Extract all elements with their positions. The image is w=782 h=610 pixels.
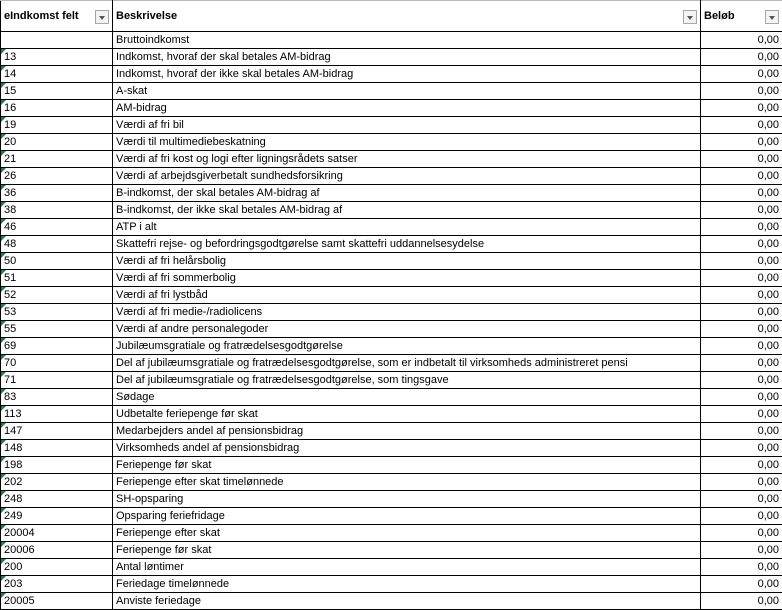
code-text: 71 <box>4 374 16 386</box>
cell-beskrivelse[interactable]: Sødage <box>113 389 701 406</box>
code-text: 46 <box>4 221 16 233</box>
header-beskrivelse <box>113 1 701 32</box>
cell-eindkomst-felt[interactable] <box>1 32 113 49</box>
table-row <box>1 168 782 185</box>
code-text: 52 <box>4 289 16 301</box>
number-as-text-indicator-icon <box>1 559 6 564</box>
cell-beloeb[interactable]: 0,00 <box>701 474 782 491</box>
number-as-text-indicator-icon <box>1 440 6 445</box>
cell-eindkomst-felt[interactable] <box>1 542 113 559</box>
cell-beskrivelse[interactable]: Del af jubilæumsgratiale og fratrædelsesgodtgørelse, som tingsgave <box>113 372 701 389</box>
table-row <box>1 236 782 253</box>
code-text: 198 <box>4 459 22 471</box>
cell-eindkomst-felt[interactable] <box>1 66 113 83</box>
code-text: 16 <box>4 102 16 114</box>
header-eindkomst-felt <box>1 1 113 32</box>
cell-beskrivelse[interactable]: Værdi af fri medie-/radiolicens <box>113 304 701 321</box>
cell-eindkomst-felt[interactable] <box>1 185 113 202</box>
number-as-text-indicator-icon <box>1 525 6 530</box>
code-text: 148 <box>4 442 22 454</box>
table-row <box>1 287 782 304</box>
cell-beloeb[interactable]: 0,00 <box>701 304 782 321</box>
cell-beskrivelse[interactable]: Udbetalte feriepenge før skat <box>113 406 701 423</box>
cell-beskrivelse[interactable]: Medarbejders andel af pensionsbidrag <box>113 423 701 440</box>
table-row <box>1 185 782 202</box>
code-text: 21 <box>4 153 16 165</box>
cell-beloeb[interactable]: 0,00 <box>701 508 782 525</box>
cell-eindkomst-felt[interactable] <box>1 117 113 134</box>
cell-eindkomst-felt[interactable] <box>1 100 113 117</box>
table-row <box>1 423 782 440</box>
cell-beskrivelse[interactable]: Værdi af fri lystbåd <box>113 287 701 304</box>
cell-beskrivelse[interactable]: Feriedage timelønnede <box>113 576 701 593</box>
cell-eindkomst-felt[interactable] <box>1 202 113 219</box>
table-row <box>1 593 782 610</box>
cell-beskrivelse[interactable]: B-indkomst, der ikke skal betales AM-bidrag af <box>113 202 701 219</box>
cell-eindkomst-felt[interactable] <box>1 372 113 389</box>
cell-beskrivelse[interactable]: Bruttoindkomst <box>113 32 701 49</box>
code-text: 14 <box>4 68 16 80</box>
number-as-text-indicator-icon <box>1 406 6 411</box>
table-row <box>1 83 782 100</box>
code-text: 113 <box>4 408 22 420</box>
cell-beskrivelse[interactable]: ATP i alt <box>113 219 701 236</box>
number-as-text-indicator-icon <box>1 576 6 581</box>
code-text: 70 <box>4 357 16 369</box>
table-row <box>1 134 782 151</box>
cell-beloeb[interactable]: 0,00 <box>701 576 782 593</box>
cell-eindkomst-felt[interactable] <box>1 355 113 372</box>
number-as-text-indicator-icon <box>1 508 6 513</box>
cell-eindkomst-felt[interactable] <box>1 168 113 185</box>
table-row <box>1 338 782 355</box>
number-as-text-indicator-icon <box>1 304 6 309</box>
number-as-text-indicator-icon <box>1 423 6 428</box>
cell-beskrivelse[interactable]: Værdi af arbejdsgiverbetalt sundhedsforsikring <box>113 168 701 185</box>
code-text: 26 <box>4 170 16 182</box>
code-text: 20 <box>4 136 16 148</box>
cell-beloeb[interactable]: 0,00 <box>701 321 782 338</box>
cell-beskrivelse[interactable]: Opsparing feriefridage <box>113 508 701 525</box>
table-row <box>1 440 782 457</box>
cell-beloeb[interactable]: 0,00 <box>701 287 782 304</box>
cell-beloeb[interactable]: 0,00 <box>701 185 782 202</box>
code-text: 48 <box>4 238 16 250</box>
number-as-text-indicator-icon <box>1 100 6 105</box>
number-as-text-indicator-icon <box>1 117 6 122</box>
cell-beloeb[interactable]: 0,00 <box>701 593 782 610</box>
cell-eindkomst-felt[interactable] <box>1 321 113 338</box>
number-as-text-indicator-icon <box>1 236 6 241</box>
cell-beloeb[interactable]: 0,00 <box>701 440 782 457</box>
number-as-text-indicator-icon <box>1 49 6 54</box>
cell-beloeb[interactable]: 0,00 <box>701 236 782 253</box>
cell-beloeb[interactable]: 0,00 <box>701 542 782 559</box>
code-text: 38 <box>4 204 16 216</box>
cell-eindkomst-felt[interactable] <box>1 508 113 525</box>
header-label: eIndkomst felt <box>4 8 79 24</box>
cell-beloeb[interactable]: 0,00 <box>701 117 782 134</box>
cell-eindkomst-felt[interactable] <box>1 134 113 151</box>
cell-beskrivelse[interactable]: SH-opsparing <box>113 491 701 508</box>
cell-eindkomst-felt[interactable] <box>1 559 113 576</box>
cell-beloeb[interactable]: 0,00 <box>701 100 782 117</box>
code-text: 83 <box>4 391 16 403</box>
cell-eindkomst-felt[interactable] <box>1 338 113 355</box>
cell-beloeb[interactable]: 0,00 <box>701 253 782 270</box>
cell-beloeb[interactable]: 0,00 <box>701 457 782 474</box>
cell-beskrivelse[interactable]: AM-bidrag <box>113 100 701 117</box>
cell-beskrivelse[interactable]: Del af jubilæumsgratiale og fratrædelsesgodtgørelse, som er indbetalt til virksomheds administreret pensi <box>113 355 701 372</box>
number-as-text-indicator-icon <box>1 151 6 156</box>
cell-eindkomst-felt[interactable] <box>1 83 113 100</box>
cell-beskrivelse[interactable]: Feriepenge før skat <box>113 542 701 559</box>
cell-beskrivelse[interactable]: Værdi af fri kost og logi efter ligningsrådets satser <box>113 151 701 168</box>
table-row <box>1 355 782 372</box>
number-as-text-indicator-icon <box>1 185 6 190</box>
table-row <box>1 253 782 270</box>
number-as-text-indicator-icon <box>1 338 6 343</box>
code-text: 51 <box>4 272 16 284</box>
number-as-text-indicator-icon <box>1 389 6 394</box>
cell-beskrivelse[interactable]: Antal løntimer <box>113 559 701 576</box>
cell-eindkomst-felt[interactable] <box>1 270 113 287</box>
cell-beloeb[interactable]: 0,00 <box>701 66 782 83</box>
code-text: 20005 <box>4 595 35 607</box>
cell-beloeb[interactable]: 0,00 <box>701 168 782 185</box>
cell-eindkomst-felt[interactable] <box>1 491 113 508</box>
table-row <box>1 372 782 389</box>
cell-eindkomst-felt[interactable] <box>1 287 113 304</box>
filter-dropdown-icon[interactable] <box>765 10 779 24</box>
table-row <box>1 66 782 83</box>
number-as-text-indicator-icon <box>1 219 6 224</box>
code-text: 15 <box>4 85 16 97</box>
cell-beskrivelse[interactable]: Feriepenge efter skat timelønnede <box>113 474 701 491</box>
cell-beloeb[interactable]: 0,00 <box>701 389 782 406</box>
header-label: Beskrivelse <box>116 8 177 24</box>
cell-eindkomst-felt[interactable] <box>1 457 113 474</box>
table-row <box>1 321 782 338</box>
cell-beskrivelse[interactable]: Værdi af fri helårsbolig <box>113 253 701 270</box>
cell-eindkomst-felt[interactable] <box>1 440 113 457</box>
number-as-text-indicator-icon <box>1 168 6 173</box>
cell-beskrivelse[interactable]: Jubilæumsgratiale og fratrædelsesgodtgørelse <box>113 338 701 355</box>
table-row <box>1 49 782 66</box>
cell-eindkomst-felt[interactable] <box>1 151 113 168</box>
cell-beloeb[interactable]: 0,00 <box>701 406 782 423</box>
cell-beloeb[interactable]: 0,00 <box>701 49 782 66</box>
cell-eindkomst-felt[interactable] <box>1 474 113 491</box>
table-row <box>1 525 782 542</box>
cell-beloeb[interactable]: 0,00 <box>701 491 782 508</box>
cell-beskrivelse[interactable]: A-skat <box>113 83 701 100</box>
code-text: 50 <box>4 255 16 267</box>
cell-eindkomst-felt[interactable] <box>1 236 113 253</box>
cell-eindkomst-felt[interactable] <box>1 253 113 270</box>
number-as-text-indicator-icon <box>1 287 6 292</box>
number-as-text-indicator-icon <box>1 253 6 258</box>
table-row <box>1 219 782 236</box>
cell-beloeb[interactable]: 0,00 <box>701 372 782 389</box>
cell-eindkomst-felt[interactable] <box>1 219 113 236</box>
cell-beloeb[interactable]: 0,00 <box>701 355 782 372</box>
code-text: 249 <box>4 510 22 522</box>
code-text: 248 <box>4 493 22 505</box>
cell-beskrivelse[interactable]: Værdi af fri bil <box>113 117 701 134</box>
number-as-text-indicator-icon <box>1 491 6 496</box>
table-row <box>1 491 782 508</box>
cell-beloeb[interactable]: 0,00 <box>701 202 782 219</box>
table-row <box>1 270 782 287</box>
filter-dropdown-icon[interactable] <box>683 10 697 24</box>
cell-beskrivelse[interactable]: Værdi til multimediebeskatning <box>113 134 701 151</box>
cell-beloeb[interactable]: 0,00 <box>701 270 782 287</box>
number-as-text-indicator-icon <box>1 321 6 326</box>
code-text: 55 <box>4 323 16 335</box>
cell-eindkomst-felt[interactable] <box>1 525 113 542</box>
code-text: 69 <box>4 340 16 352</box>
code-text: 20004 <box>4 527 35 539</box>
cell-eindkomst-felt[interactable] <box>1 389 113 406</box>
table-row <box>1 202 782 219</box>
cell-beskrivelse[interactable]: Værdi af andre personalegoder <box>113 321 701 338</box>
code-text: 203 <box>4 578 22 590</box>
cell-eindkomst-felt[interactable] <box>1 423 113 440</box>
code-text: 13 <box>4 51 16 63</box>
cell-beskrivelse[interactable]: Feriepenge før skat <box>113 457 701 474</box>
table-row <box>1 542 782 559</box>
table-row <box>1 389 782 406</box>
table-row <box>1 151 782 168</box>
code-text: 202 <box>4 476 22 488</box>
cell-eindkomst-felt[interactable] <box>1 406 113 423</box>
cell-eindkomst-felt[interactable] <box>1 304 113 321</box>
number-as-text-indicator-icon <box>1 355 6 360</box>
number-as-text-indicator-icon <box>1 593 6 598</box>
cell-beskrivelse[interactable]: B-indkomst, der skal betales AM-bidrag af <box>113 185 701 202</box>
number-as-text-indicator-icon <box>1 202 6 207</box>
cell-beloeb[interactable]: 0,00 <box>701 134 782 151</box>
cell-beloeb[interactable]: 0,00 <box>701 83 782 100</box>
code-text: 147 <box>4 425 22 437</box>
table-row <box>1 32 782 49</box>
cell-beskrivelse[interactable]: Feriepenge efter skat <box>113 525 701 542</box>
table-body <box>1 32 782 610</box>
cell-eindkomst-felt[interactable] <box>1 593 113 610</box>
header-row <box>1 1 782 32</box>
cell-beskrivelse[interactable]: Anviste feriedage <box>113 593 701 610</box>
table-row <box>1 508 782 525</box>
number-as-text-indicator-icon <box>1 270 6 275</box>
cell-beskrivelse[interactable]: Indkomst, hvoraf der ikke skal betales AM-bidrag <box>113 66 701 83</box>
table-row <box>1 304 782 321</box>
number-as-text-indicator-icon <box>1 83 6 88</box>
table-row <box>1 474 782 491</box>
cell-beloeb[interactable]: 0,00 <box>701 151 782 168</box>
cell-beloeb[interactable]: 0,00 <box>701 559 782 576</box>
cell-beloeb[interactable]: 0,00 <box>701 219 782 236</box>
cell-beskrivelse[interactable]: Skattefri rejse- og befordringsgodtgørelse samt skattefri uddannelsesydelse <box>113 236 701 253</box>
cell-beskrivelse[interactable]: Værdi af fri sommerbolig <box>113 270 701 287</box>
cell-beloeb[interactable]: 0,00 <box>701 525 782 542</box>
code-text: 20006 <box>4 544 35 556</box>
code-text: 53 <box>4 306 16 318</box>
code-text: 19 <box>4 119 16 131</box>
code-text: 36 <box>4 187 16 199</box>
number-as-text-indicator-icon <box>1 372 6 377</box>
header-label: Beløb <box>704 8 735 24</box>
cell-eindkomst-felt[interactable] <box>1 576 113 593</box>
cell-beloeb[interactable]: 0,00 <box>701 32 782 49</box>
code-text: 200 <box>4 561 22 573</box>
number-as-text-indicator-icon <box>1 542 6 547</box>
cell-beskrivelse[interactable]: Virksomheds andel af pensionsbidrag <box>113 440 701 457</box>
cell-beloeb[interactable]: 0,00 <box>701 338 782 355</box>
table-row <box>1 117 782 134</box>
cell-eindkomst-felt[interactable] <box>1 49 113 66</box>
number-as-text-indicator-icon <box>1 134 6 139</box>
table-row <box>1 576 782 593</box>
table-row <box>1 559 782 576</box>
cell-beskrivelse[interactable]: Indkomst, hvoraf der skal betales AM-bidrag <box>113 49 701 66</box>
number-as-text-indicator-icon <box>1 457 6 462</box>
number-as-text-indicator-icon <box>1 474 6 479</box>
header-beloeb <box>701 1 782 32</box>
number-as-text-indicator-icon <box>1 66 6 71</box>
table-row <box>1 406 782 423</box>
table-row <box>1 100 782 117</box>
cell-beloeb[interactable]: 0,00 <box>701 423 782 440</box>
table-row <box>1 457 782 474</box>
filter-dropdown-icon[interactable] <box>95 10 109 24</box>
